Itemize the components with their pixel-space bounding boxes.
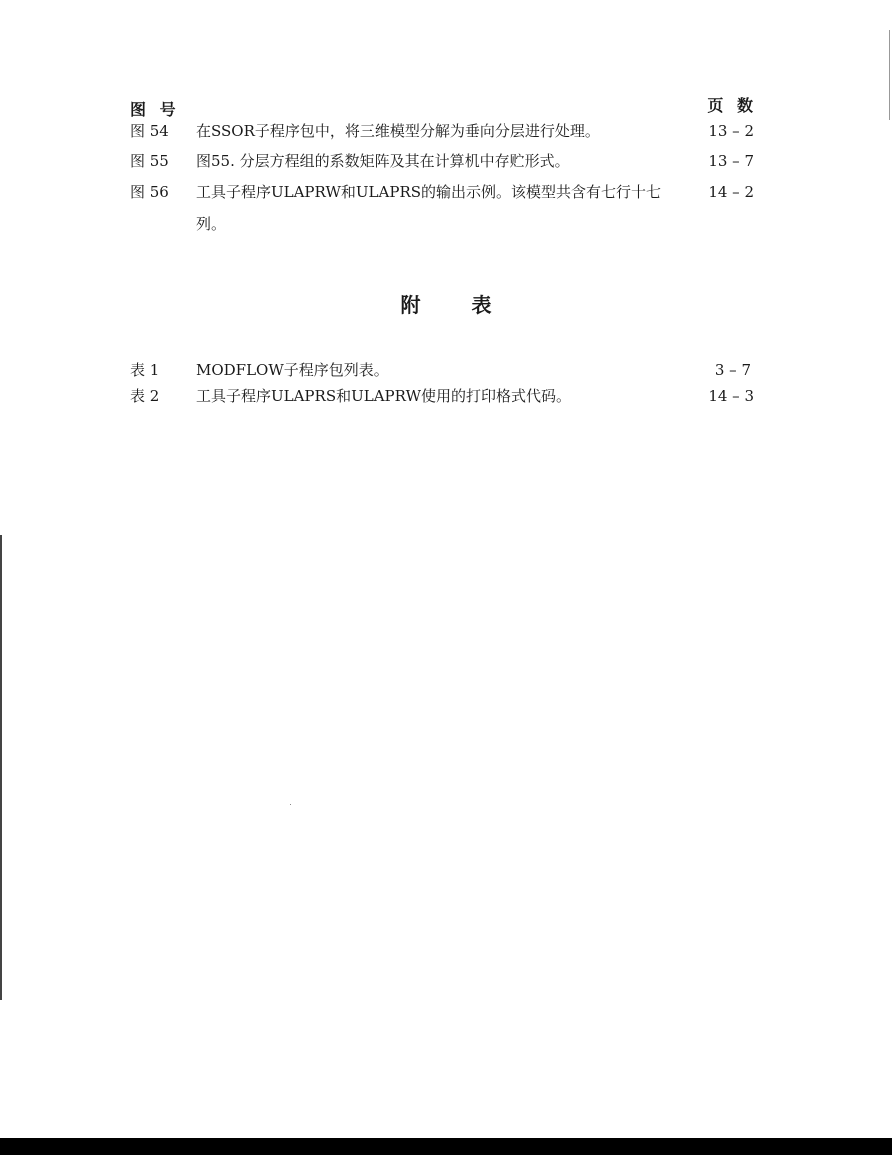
table-label: 表 2	[130, 387, 160, 405]
scan-edge-left	[0, 535, 2, 1000]
scan-edge-right	[889, 30, 890, 120]
page-number-header: 页 数	[707, 96, 757, 115]
figure-page: 13 – 2	[708, 122, 754, 140]
scan-bottom-border	[0, 1138, 892, 1155]
scan-speck	[290, 804, 291, 805]
figure-description: 工具子程序ULAPRW和ULAPRS的输出示例。该模型共含有七行十七列。	[196, 183, 662, 233]
figure-label: 图 55	[130, 152, 169, 170]
table-page: 14 – 3	[708, 387, 754, 405]
figure-number-header: 图 号	[130, 100, 180, 119]
figure-label: 图 56	[130, 183, 169, 201]
figure-page: 13 – 7	[708, 152, 754, 170]
table-page: 3 – 7	[714, 361, 751, 379]
table-description: MODFLOW子程序包列表。	[196, 361, 389, 379]
figure-description: 在SSOR子程序包中，将三维模型分解为垂向分层进行处理。	[196, 122, 600, 140]
table-description: 工具子程序ULAPRS和ULAPRW使用的打印格式代码。	[196, 387, 572, 405]
figure-page: 14 – 2	[708, 183, 754, 201]
figure-label: 图 54	[130, 122, 169, 140]
section-title: 附 表	[400, 293, 514, 317]
table-label: 表 1	[130, 361, 160, 379]
figure-description: 图55. 分层方程组的系数矩阵及其在计算机中存贮形式。	[196, 152, 570, 170]
